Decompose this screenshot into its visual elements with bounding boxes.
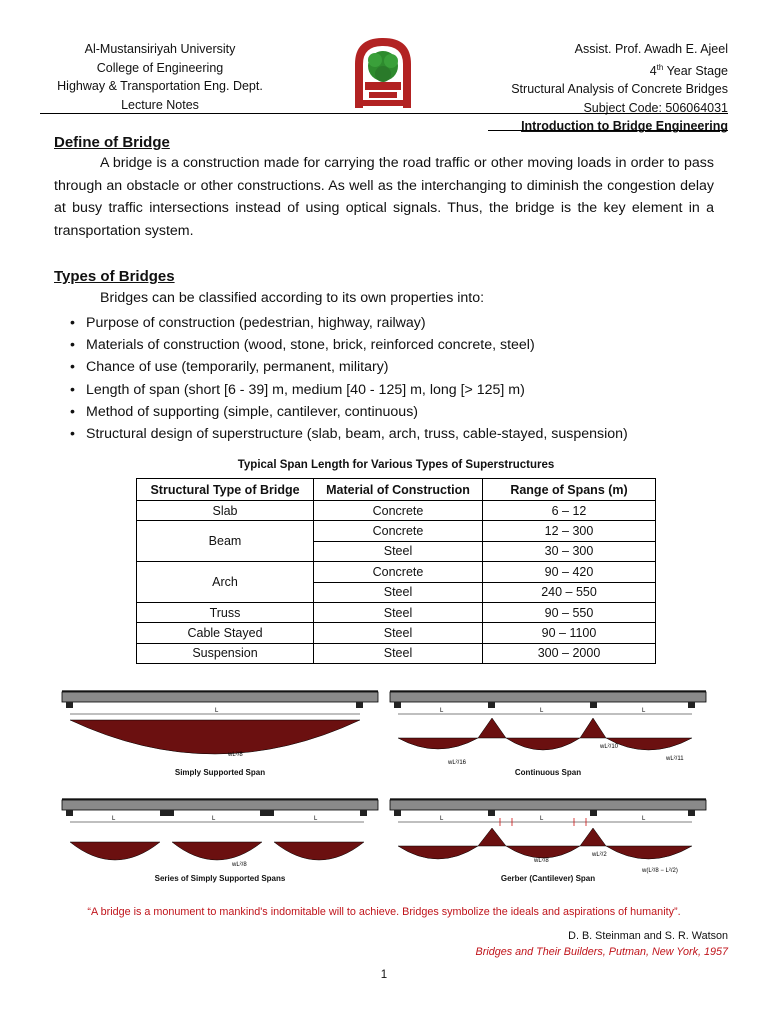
support (488, 702, 495, 708)
support (394, 810, 401, 816)
support (160, 810, 174, 816)
header-rule-short (488, 130, 728, 131)
bridge-deck (62, 800, 378, 810)
moment-label: w(L²/8 − L²/2) (642, 868, 678, 874)
moment-diagram (70, 720, 360, 754)
figure-caption: Simply Supported Span (174, 768, 266, 777)
figure-caption: Continuous Span (514, 768, 582, 777)
list-item: • Materials of construction (wood, stone, brick, reinforced concrete, steel) (70, 334, 628, 356)
range-cell: 300 – 2000 (483, 643, 656, 663)
span-label: L (314, 816, 318, 822)
quote-authors: D. B. Steinman and S. R. Watson (568, 930, 728, 942)
moment-label: wL²/8 (228, 752, 243, 758)
span-label: L (540, 816, 544, 822)
series-spans-figure (60, 796, 380, 872)
span-label: L (112, 816, 116, 822)
continuous-span-figure (388, 688, 708, 768)
header-rule (40, 113, 728, 114)
support (688, 810, 695, 816)
range-cell: 30 – 300 (483, 541, 656, 561)
instructor-name: Assist. Prof. Awadh E. Ajeel (574, 42, 728, 56)
gerber-span-figure (388, 796, 708, 876)
type-cell: Truss (137, 602, 314, 622)
material-cell: Concrete (314, 562, 483, 582)
support (394, 702, 401, 708)
moment-label: wL²/8 (232, 862, 247, 868)
span-label: L (440, 708, 444, 714)
university-name: Al-Mustansiriyah University (84, 42, 236, 56)
material-cell: Concrete (314, 521, 483, 541)
moment-label: wL²/10 (600, 744, 619, 750)
moment-diagram (398, 828, 692, 859)
list-item: • Method of supporting (simple, cantilever, continuous) (70, 401, 628, 423)
header-right (440, 40, 728, 136)
section-title-types: Types of Bridges (54, 268, 175, 285)
lecture-notes-label: Lecture Notes (121, 97, 199, 112)
support (688, 702, 695, 708)
span-label: L (440, 816, 444, 822)
subject-code: Subject Code: 506064031 (583, 100, 728, 115)
types-intro: Bridges can be classified according to its own properties into: (100, 290, 485, 306)
bridge-deck (390, 800, 706, 810)
range-cell: 240 – 550 (483, 582, 656, 602)
table-row (137, 562, 656, 582)
page-number: 1 (380, 969, 388, 981)
material-cell: Steel (314, 623, 483, 643)
type-cell: Cable Stayed (137, 623, 314, 643)
support (66, 810, 73, 816)
define-paragraph: A bridge is a construction made for carrying the road traffic or other moving loads in order to pass through an obstacle or other constructions. As well as the interchanging to diminish the congestion delay at busy traffic intersections instead of using optical signals. Thus, the bridge is the key element in a transportation system. (54, 155, 714, 239)
figure-caption: Series of Simply Supported Spans (154, 874, 286, 883)
range-cell: 90 – 1100 (483, 623, 656, 643)
type-cell: Arch (137, 562, 314, 603)
span-length-table (136, 478, 656, 664)
simply-supported-figure (60, 688, 380, 768)
support (488, 810, 495, 816)
table-row (137, 521, 656, 541)
moment-label: wL²/16 (448, 760, 467, 766)
material-cell: Steel (314, 541, 483, 561)
bridge-deck (390, 692, 706, 702)
table-caption: Typical Span Length for Various Types of Superstructures (237, 459, 555, 471)
types-list (70, 312, 628, 445)
table-header-row (137, 479, 656, 501)
support (590, 702, 597, 708)
moment-diagram (172, 842, 262, 860)
list-item: • Chance of use (temporarily, permanent, military) (70, 356, 628, 378)
support (260, 810, 274, 816)
department-name: Highway & Transportation Eng. Dept. (57, 79, 263, 93)
college-logo-icon (351, 34, 415, 110)
table-row (137, 623, 656, 643)
support (360, 810, 367, 816)
type-cell: Suspension (137, 643, 314, 663)
range-cell: 6 – 12 (483, 501, 656, 521)
bridge-quote: “A bridge is a monument to mankind's indomitable will to achieve. Bridges symbolize the ideals and aspirations of humanity”. (87, 906, 681, 918)
lecture-title: Introduction to Bridge Engineering (521, 119, 728, 134)
span-label: L (642, 708, 646, 714)
header-cell: Material of Construction (314, 479, 483, 501)
table-row (137, 602, 656, 622)
support (590, 810, 597, 816)
material-cell: Steel (314, 602, 483, 622)
type-cell: Beam (137, 521, 314, 562)
table-row (137, 643, 656, 663)
header-cell: Structural Type of Bridge (137, 479, 314, 501)
moment-diagram (398, 718, 692, 750)
material-cell: Steel (314, 643, 483, 663)
header-left (40, 40, 280, 114)
bridge-deck (62, 692, 378, 702)
course-name: Structural Analysis of Concrete Bridges (511, 82, 728, 97)
quote-source: Bridges and Their Builders, Putman, New York, 1957 (475, 946, 728, 958)
moment-diagram (274, 842, 364, 860)
year-stage: 4th Year Stage (649, 62, 728, 78)
table-row (137, 501, 656, 521)
span-label: L (212, 816, 216, 822)
support-left (66, 702, 73, 708)
moment-diagram (70, 842, 160, 860)
list-item: • Length of span (short [6 - 39] m, medium [40 - 125] m, long [> 125] m) (70, 379, 628, 401)
support-right (356, 702, 363, 708)
list-item: • Structural design of superstructure (slab, beam, arch, truss, cable-stayed, suspension) (70, 423, 628, 445)
material-cell: Steel (314, 582, 483, 602)
span-label: L (215, 708, 219, 714)
range-cell: 90 – 550 (483, 602, 656, 622)
college-name: College of Engineering (96, 60, 224, 75)
list-item: • Purpose of construction (pedestrian, highway, railway) (70, 312, 628, 334)
moment-label: wL²/11 (666, 756, 684, 762)
moment-label: wL²/8 (534, 858, 549, 864)
span-label: L (642, 816, 646, 822)
section-title-define: Define of Bridge (54, 134, 170, 151)
span-label: L (540, 708, 544, 714)
moment-label: wL²/2 (592, 852, 607, 858)
range-cell: 12 – 300 (483, 521, 656, 541)
header-cell: Range of Spans (m) (483, 479, 656, 501)
range-cell: 90 – 420 (483, 562, 656, 582)
material-cell: Concrete (314, 501, 483, 521)
type-cell: Slab (137, 501, 314, 521)
figure-caption: Gerber (Cantilever) Span (500, 874, 596, 883)
